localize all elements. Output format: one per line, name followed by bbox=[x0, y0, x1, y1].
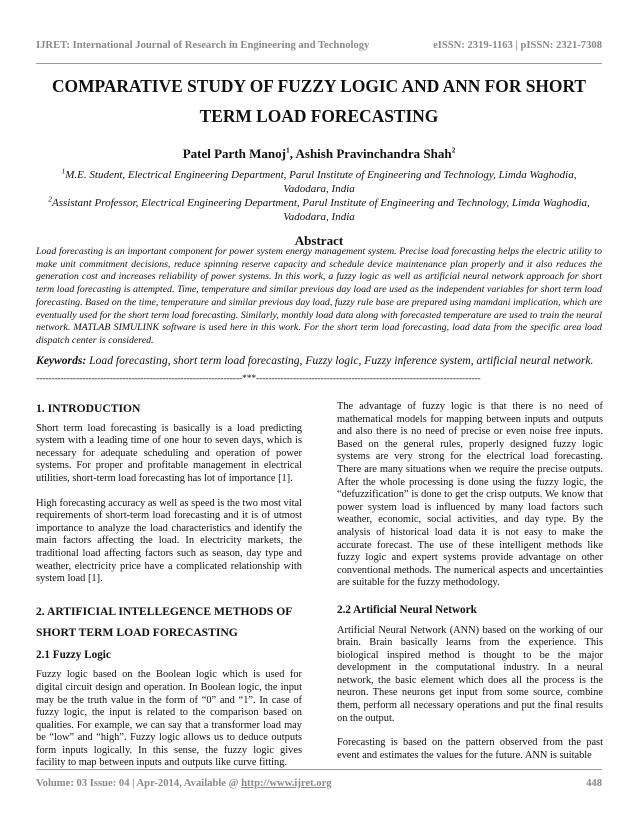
affiliation-1-text: M.E. Student, Electrical Engineering Department, Parul Institute of Engineering and Technology, Limda Waghodia, Vadodara, India bbox=[65, 169, 577, 196]
page-number: 448 bbox=[586, 778, 602, 789]
section-1-heading: 1. INTRODUCTION bbox=[36, 402, 141, 415]
section-2-heading-line1: 2. ARTIFICIAL INTELLEGENCE METHODS OF bbox=[36, 604, 293, 618]
section-2-1-paragraph-2: The advantage of fuzzy logic is that there is no need of mathematical models for mapping between inputs and outputs and also there is no need of precise or even noise free inputs. Based on the general rules, properly designed fuzzy logic systems are very strong for the electrical load forecasting. There are many situations when we require the precise outputs. After the whole processing is done using the fuzzy logic, the “defuzzification” is done to get the crisp outputs. We know that power system load is influenced by many load factors such weather, economic, social activities, and day type. By the analysis of historical load data it is not easy to make the accurate forecast. The use of these intelligent methods like fuzzy logic and expert systems provide advantage on other conventional methods. The numerical aspects and uncertainties are suitable for the fuzzy methodology. bbox=[337, 401, 603, 589]
section-2-2-paragraph-2: Forecasting is based on the pattern observed from the past event and estimates the values for the future. ANN is suitable bbox=[337, 737, 603, 761]
author-separator: , bbox=[289, 146, 296, 161]
affiliation-2-sup: 2 bbox=[48, 194, 52, 204]
footer-rule bbox=[36, 769, 602, 770]
authors bbox=[36, 146, 602, 162]
section-2-2-paragraph-1: Artificial Neural Network (ANN) based on the working of our brain. Brain basically learns from the experience. This biological inspired method is thought to be the major development in the computational industry. In a neural network, the basic element which does all the process is the neuron. These neurons get input from some source, combine them, perform all necessary operations and put the final results on the output. bbox=[337, 624, 603, 724]
abstract-heading: Abstract bbox=[294, 233, 344, 248]
paper-title-line1: COMPARATIVE STUDY OF FUZZY LOGIC AND ANN FOR SHORT bbox=[51, 76, 587, 96]
affiliation-2-text: Assistant Professor, Electrical Engineering Department, Parul Institute of Engineering and Technology, Limda Waghodia, Vadodara, India bbox=[52, 197, 590, 224]
keywords-label: Keywords: bbox=[36, 354, 87, 367]
journal-link[interactable]: http://www.ijret.org bbox=[241, 778, 332, 789]
affiliation-1 bbox=[48, 168, 590, 196]
section-1-paragraph-2: High forecasting accuracy as well as speed is the two most vital requirements of short-term load forecasting and it is of utmost importance to analyze the load characteristics and identify the main factors affecting the load. In electricity markets, the traditional load affecting factors such as season, day type and weather, electricity price have a complicated relationship with system load [1]. bbox=[36, 497, 302, 585]
issn-header: eISSN: 2319-1163 | pISSN: 2321-7308 bbox=[433, 40, 602, 51]
left-column bbox=[36, 403, 302, 770]
author-2-sup: 2 bbox=[451, 145, 456, 155]
section-2-1-paragraph-1: Fuzzy logic based on the Boolean logic which is used for digital circuit design and operation. In Boolean logic, the input may be the truth value in the form of “0” and “1”. In case of fuzzy logic, the input is related to the comparison based on qualities. For example, we can say that a transformer load may be “low” and “high”. Fuzzy logic allows us to deduce outputs form inputs logically. In this sense, the fuzzy logic gives facility to map between inputs and outputs like curve fitting. bbox=[36, 669, 302, 769]
affiliation-1-sup: 1 bbox=[61, 166, 66, 176]
abstract-text: Load forecasting is an important component for power system energy management system. Precise load forecasting helps the electric utility to make unit commitment decisions, reduce spinning reserve capacity and schedule device maintenance plan properly and it also reduces the generation cost and increases reliability of power systems. In this work, a fuzzy logic as well as artificial neural network approach for short term load forecasting is attempted. Time, temperature and similar previous day load are used as the independent variables for short term load forecasting. Based on the time, temperature and similar previous day load, fuzzy rule base are prepared using mamdani implication, which are eventually used for the short term load forecasting. Similarly, monthly load data along with forecasted temperature are used to train the neural network. MATLAB SIMULINK software is used here in this work. For the short term load forecasting, load data from the specific area load dispatch center is considered. bbox=[36, 246, 602, 346]
paper-title-line2: TERM LOAD FORECASTING bbox=[199, 106, 439, 126]
affiliation-2 bbox=[48, 196, 590, 224]
section-2-1-heading: 2.1 Fuzzy Logic bbox=[36, 648, 111, 661]
section-1-paragraph-1: Short term load forecasting is basically is a load predicting system with a leading time of one hour to seven days, which is necessary for adequate scheduling and operation of power systems. For proper and profitable management in electrical utilities, short-term load forecasting has lot of importance [1]. bbox=[36, 422, 302, 484]
keywords bbox=[36, 354, 602, 367]
section-2-2-heading: 2.2 Artificial Neural Network bbox=[337, 603, 477, 616]
journal-header: IJRET: International Journal of Research in Engineering and Technology bbox=[36, 40, 370, 51]
footer-volume-text: Volume: 03 Issue: 04 | Apr-2014, Available @ bbox=[36, 778, 242, 789]
section-2-heading bbox=[36, 601, 302, 643]
header-rule bbox=[36, 63, 602, 64]
footer-volume bbox=[36, 778, 332, 789]
right-column bbox=[337, 401, 603, 762]
author-2: Ashish Pravinchandra Shah bbox=[295, 146, 452, 161]
author-1-sup: 1 bbox=[285, 145, 290, 155]
keywords-text: Load forecasting, short term load forecasting, Fuzzy logic, Fuzzy inference system, artificial neural network. bbox=[86, 354, 594, 367]
section-2-heading-line2: SHORT TERM LOAD FORECASTING bbox=[36, 625, 238, 639]
author-1: Patel Parth Manoj bbox=[182, 146, 286, 161]
section-separator: -------------------------------------------------------------------***------------------------------------------------------------------------- bbox=[36, 373, 481, 384]
